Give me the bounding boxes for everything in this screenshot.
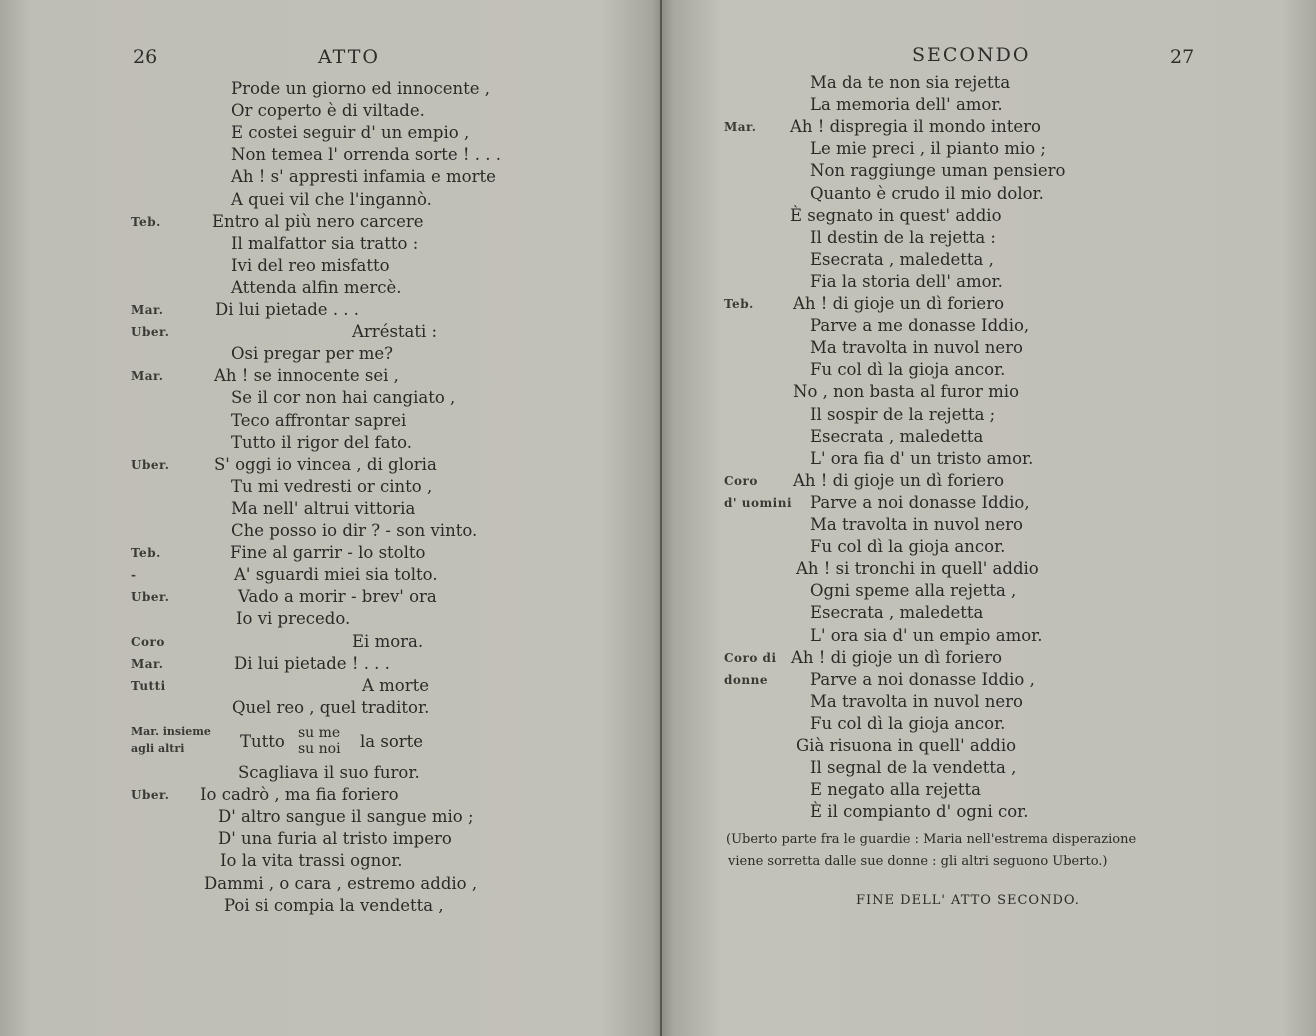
verse-line: Il segnal de la vendetta , [810, 758, 1017, 778]
verse-line: Di lui pietade . . . [215, 300, 360, 319]
verse-line: L' ora sia d' un empio amor. [810, 625, 1043, 645]
verse-line: A' sguardi miei sia tolto. [234, 565, 438, 585]
verse-line: Ogni speme alla rejetta , [810, 581, 1017, 601]
verse-line: L' ora fia d' un tristo amor. [810, 448, 1034, 468]
verse-line: Teco affrontar saprei [231, 410, 407, 430]
verse-line: Arréstati : [352, 322, 438, 342]
verse-line: Parve a me donasse Iddio, [810, 316, 1030, 336]
verse-line: Tutto il rigor del fato. [231, 432, 412, 452]
verse-line: Fu col dì la gioja ancor. [810, 537, 1006, 557]
verse-line: Quel reo , quel traditor. [232, 697, 430, 717]
verse-line: Ma travolta in nuvol nero [810, 338, 1023, 358]
verse-line: Ma travolta in nuvol nero [810, 515, 1023, 534]
verse-line: Di lui pietade ! . . . [234, 653, 390, 673]
verse-line: Ma travolta in nuvol nero [810, 691, 1023, 711]
speaker-label: Mar. [724, 120, 757, 135]
verse-line: Non temea l' orrenda sorte ! . . . [231, 145, 501, 165]
speaker-label: Tutti [131, 678, 166, 693]
verse-line: Parve a noi donasse Iddio, [810, 492, 1030, 512]
verse-line: Ah ! s' appresti infamia e morte [231, 167, 496, 187]
speaker-label: donne [724, 672, 768, 687]
verse-line: Or coperto è di viltade. [231, 101, 425, 121]
verse-line: D' altro sangue il sangue mio ; [218, 807, 474, 827]
verse-line: Fu col dì la gioja ancor. [810, 713, 1006, 733]
verse-line: Parve a noi donasse Iddio , [810, 669, 1035, 689]
speaker-label: Coro di [724, 650, 777, 665]
verse-line: Le mie preci , il pianto mio ; [810, 139, 1046, 159]
verse-choice-bottom: su noi [298, 741, 341, 757]
speaker-label: d' uomini [724, 495, 793, 510]
verse-line: Osi pregar per me? [231, 344, 393, 364]
speaker-label: Uber. [131, 590, 170, 605]
speaker-label: Uber. [131, 788, 170, 803]
verse-line: Fu col dì la gioja ancor. [810, 360, 1006, 380]
page-number-left: 26 [133, 46, 158, 68]
verse-line: Esecrata , maledetta , [810, 249, 994, 269]
act-end-title: FINE DELL' ATTO SECONDO. [856, 893, 1080, 908]
verse-word-tutto: Tutto [240, 732, 285, 751]
verse-line: S' oggi io vincea , di gloria [214, 454, 437, 474]
verse-line: Ma nell' altrui vittoria [231, 498, 416, 518]
speaker-label: Mar. [131, 656, 164, 671]
verse-choice-top: su me [298, 725, 341, 741]
verse-line: Poi si compia la vendetta , [224, 895, 444, 915]
verse-line: Il destin de la rejetta : [810, 227, 996, 247]
verse-line: Ah ! se innocente sei , [214, 366, 399, 386]
running-header-left: ATTO [318, 46, 380, 68]
verse-line: Non raggiunge uman pensiero [810, 161, 1066, 181]
speaker-label: Teb. [131, 214, 161, 229]
right-page [662, 0, 1316, 1036]
speaker-label: Teb. [724, 297, 754, 311]
speaker-insieme-1: Mar. insieme [131, 725, 211, 738]
running-header-right: SECONDO [912, 44, 1031, 66]
verse-line: E negato alla rejetta [810, 780, 981, 800]
verse-line: Esecrata , maledetta [810, 603, 984, 623]
verse-line: D' una furia al tristo impero [218, 829, 452, 849]
verse-line: È il compianto d' ogni cor. [810, 802, 1029, 822]
verse-line: Io vi precedo. [236, 609, 351, 629]
verse-line: Già risuona in quell' addio [796, 736, 1017, 755]
speaker-label: - [131, 568, 137, 583]
verse-line: Ah ! si tronchi in quell' addio [796, 559, 1039, 579]
verse-line: Ei mora. [352, 631, 424, 651]
page-number-right: 27 [1170, 46, 1195, 68]
verse-line: Io cadrò , ma fia foriero [200, 785, 399, 805]
speaker-insieme-2: agli altri [131, 742, 185, 755]
verse-line: Attenda alfin mercè. [231, 277, 402, 297]
verse-line: Che posso io dir ? - son vinto. [231, 521, 478, 540]
verse-line: Entro al più nero carcere [212, 211, 424, 231]
verse-line: Se il cor non hai cangiato , [231, 388, 456, 408]
verse-line: Ma da te non sia rejetta [810, 73, 1011, 92]
verse-line: È segnato in quest' addio [790, 205, 1002, 225]
verse-line: Ah ! di gioje un dì foriero [793, 294, 1005, 313]
verse-line: E costei seguir d' un empio , [231, 123, 470, 143]
speaker-label: Uber. [131, 457, 170, 472]
verse-line: Fia la storia dell' amor. [810, 271, 1003, 291]
speaker-label: Teb. [131, 546, 161, 561]
speaker-label: Uber. [131, 325, 170, 340]
verse-line: A quei vil che l'ingannò. [231, 189, 432, 209]
verse-line: Fine al garrir - lo stolto [230, 543, 426, 563]
stage-direction-1: (Uberto parte fra le guardie : Maria nell'estrema disperazione [726, 832, 1137, 847]
verse-line: Vado a morir - brev' ora [238, 587, 437, 607]
speaker-label: Coro [724, 473, 758, 488]
verse-line: La memoria dell' amor. [810, 95, 1003, 115]
verse-line: Io la vita trassi ognor. [220, 851, 403, 871]
verse-line: Quanto è crudo il mio dolor. [810, 183, 1044, 203]
verse-line: Ivi del reo misfatto [231, 255, 390, 275]
verse-line: Scagliava il suo furor. [238, 763, 420, 782]
speaker-label: Coro [131, 634, 165, 649]
verse-line: Ah ! di gioje un dì foriero [793, 470, 1005, 490]
verse-line: Tu mi vedresti or cinto , [231, 476, 433, 496]
verse-line: Ah ! dispregia il mondo intero [790, 117, 1041, 137]
verse-line: Il sospir de la rejetta ; [810, 404, 996, 424]
verse-line: No , non basta al furor mio [793, 382, 1020, 402]
verse-line: Dammi , o cara , estremo addio , [204, 873, 478, 893]
verse-line: Il malfattor sia tratto : [231, 233, 419, 253]
verse-line: Prode un giorno ed innocente , [231, 79, 491, 98]
speaker-label: Mar. [131, 303, 164, 317]
verse-line: Esecrata , maledetta [810, 426, 984, 446]
speaker-label: Mar. [131, 369, 164, 384]
verse-word-la-sorte: la sorte [360, 732, 424, 751]
verse-line: Ah ! di gioje un dì foriero [791, 647, 1003, 667]
stage-direction-2: viene sorretta dalle sue donne : gli altri seguono Uberto.) [728, 854, 1108, 869]
verse-line: A morte [362, 675, 430, 695]
